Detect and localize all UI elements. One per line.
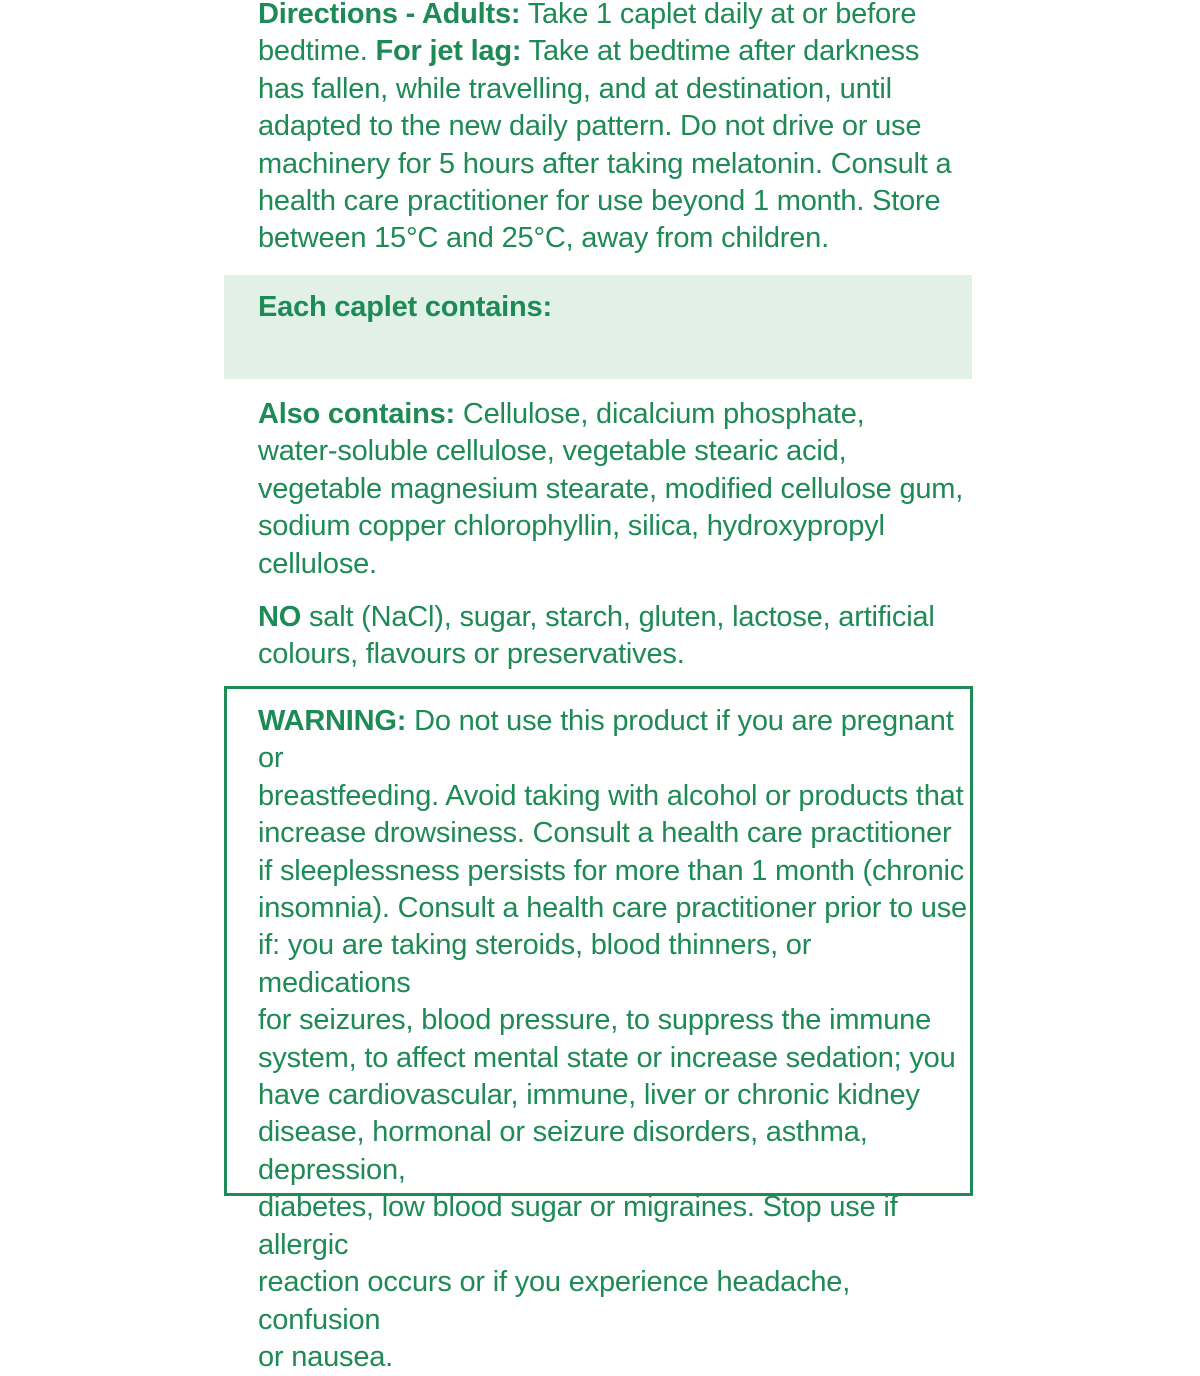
- directions-adults-label: Directions - Adults:: [258, 0, 521, 30]
- free-from-text: salt (NaCl), sugar, starch, gluten, lactose, artificial colours, flavours or preservatives.: [258, 601, 935, 671]
- directions-adults-text: Take 1 caplet daily at or before bedtime.: [258, 0, 917, 68]
- ingredients-panel-title: Each caplet contains:: [258, 291, 552, 323]
- warning-label: WARNING:: [258, 705, 407, 737]
- also-contains-label: Also contains:: [258, 398, 455, 430]
- free-from-paragraph: [258, 599, 978, 674]
- directions-jetlag-text: Take at bedtime after darkness has fallen, while travelling, and at destination, until adapted to the new daily pattern. Do not drive or use machinery for 5 hours after taking melatonin. Consult a health care practitioner for use beyond 1 month. Store between 15°C and 25°C, away from children.: [258, 35, 952, 255]
- directions-jetlag-label: For jet lag:: [375, 35, 522, 68]
- directions-paragraph: [258, 0, 978, 258]
- also-contains-paragraph: [258, 396, 978, 583]
- warning-text: Do not use this product if you are pregnant or breastfeeding. Avoid taking with alcohol or products that increase drowsiness. Consult a health care practitioner if sleeplessness persists for more than 1 month (chronic insomnia). Consult a health care practitioner prior to use if: you are taking steroids, blood thinners, or medications for seizures, blood pressure, to suppress the immune system, to affect mental state or increase sedation; you have cardiovascular, immune, liver or chronic kidney disease, hormonal or seizure disorders, asthma, depression, diabetes, low blood sugar or migraines. Stop use if allergic reaction occurs or if you experience headache, confusion or nausea.: [258, 705, 967, 1373]
- ingredients-panel: [224, 275, 972, 379]
- also-contains-text: Cellulose, dicalcium phosphate, water-soluble cellulose, vegetable stearic acid, vegetable magnesium stearate, modified cellulose gum, sodium copper chlorophyllin, silica, hydroxypropyl cellulose.: [258, 398, 964, 580]
- free-from-label: NO: [258, 601, 302, 633]
- warning-paragraph: [258, 703, 970, 1376]
- warning-box: [224, 686, 973, 1373]
